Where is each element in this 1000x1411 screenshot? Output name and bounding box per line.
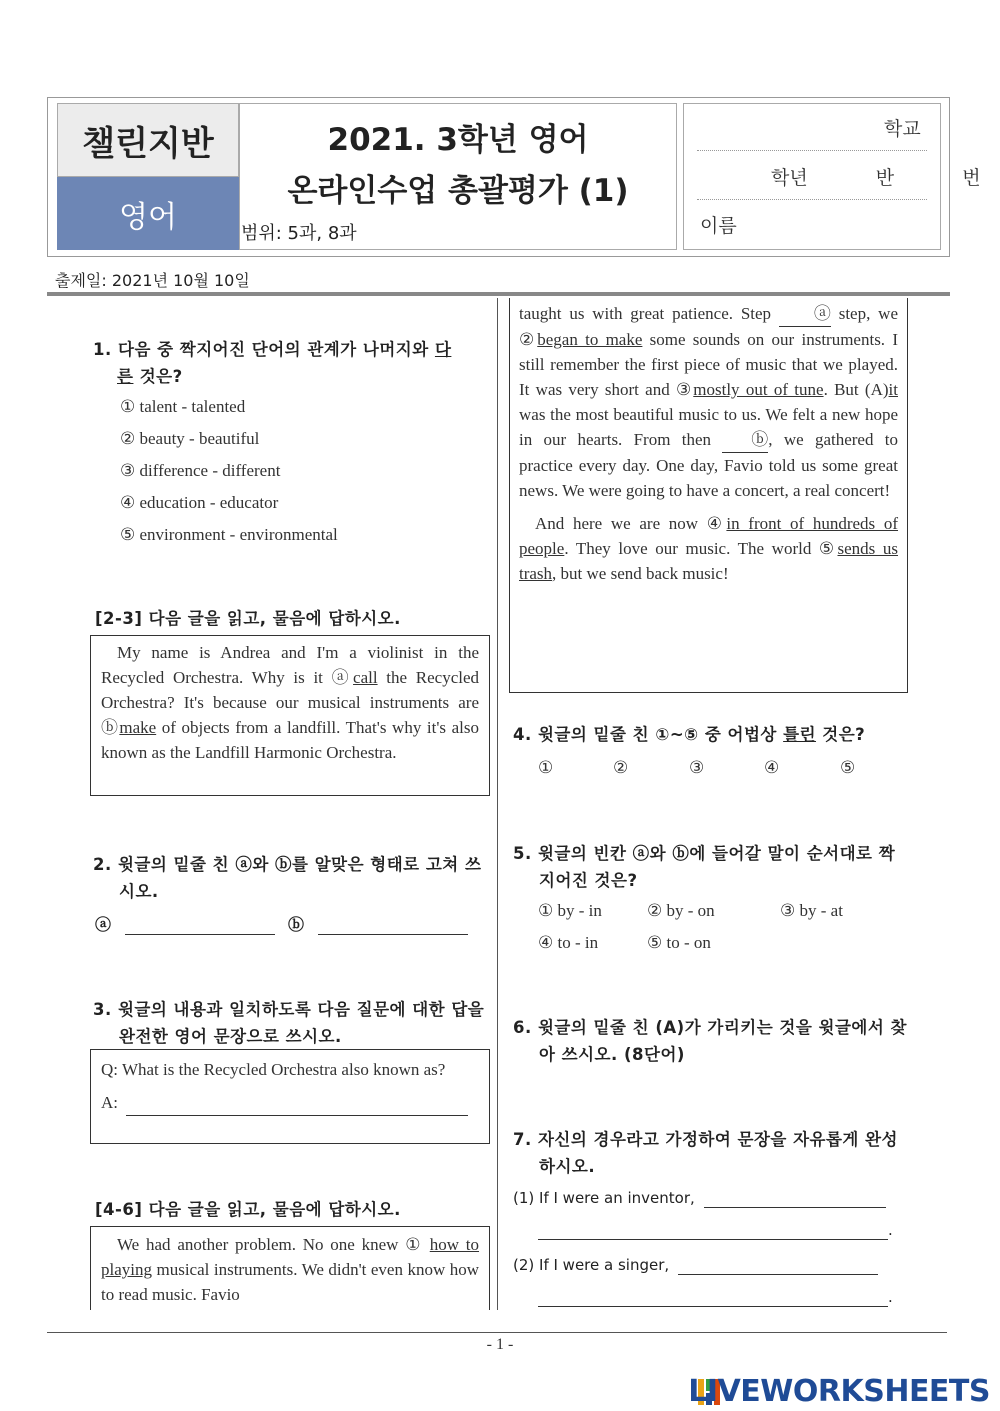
divider bbox=[47, 1332, 947, 1333]
question-text: 것은? bbox=[139, 367, 183, 386]
question-5: 5. 윗글의 빈칸 ⓐ와 ⓑ에 들어갈 말이 순서대로 짝 지어진 것은? bbox=[513, 844, 896, 890]
q7-item-2-line2: . bbox=[538, 1288, 893, 1307]
q7-item-1: (1) If I were an inventor, bbox=[513, 1189, 886, 1208]
q1-option-4[interactable]: ④ education - educator bbox=[120, 493, 279, 512]
q2-answer-b: ⓑ bbox=[288, 912, 468, 935]
mark-a: ⓐ bbox=[331, 668, 354, 687]
question-1 bbox=[93, 336, 488, 390]
passage-blank-a[interactable]: ⓐ bbox=[779, 301, 831, 327]
question-6: 6. 윗글의 밑줄 친 (A)가 가리키는 것을 윗글에서 찾아 쓰시오. (8단어) bbox=[513, 1018, 907, 1064]
q5-option-4[interactable]: ④ to - in bbox=[538, 933, 599, 952]
q5-option-2[interactable]: ② by - on bbox=[647, 901, 715, 920]
question-text: 다음 중 짝지어진 단어의 관계가 나머지와 bbox=[118, 340, 429, 359]
divider bbox=[47, 292, 950, 296]
q3-answer-blank[interactable] bbox=[126, 1090, 468, 1116]
liveworksheets-brand[interactable]: LIVEWORKSHEETS bbox=[688, 1374, 990, 1409]
q3-question: Q: What is the Recycled Orchestra also known as? bbox=[101, 1060, 446, 1079]
answer-blank-a[interactable] bbox=[125, 915, 275, 935]
question-emphasis: 다 bbox=[434, 340, 452, 359]
q5-option-5[interactable]: ⑤ to - on bbox=[647, 933, 711, 952]
passage-1: My name is Andrea and I'm a violinist in the Recycled Orchestra. Why is it ⓐcall the Recycled Orchestra? It's because our musical instruments are ⓑmake of objects from a landfill. That's why it's also known as the Landfill Harmonic Orchestra. bbox=[90, 635, 490, 796]
page-number: - 1 - bbox=[486, 1336, 514, 1353]
question-3: 3. 윗글의 내용과 일치하도록 다음 질문에 대한 답을 완전한 영어 문장으로 쓰시오. bbox=[93, 1000, 485, 1046]
question-4: 4. 윗글의 밑줄 친 ①~⑤ 중 어법상 틀린 것은? bbox=[513, 725, 866, 744]
name-label: 이름 bbox=[700, 215, 737, 237]
school-label: 학교 bbox=[884, 118, 921, 140]
q7-item-1-line2: . bbox=[538, 1221, 893, 1240]
q7-answer-2b[interactable] bbox=[538, 1288, 888, 1307]
q1-option-1[interactable]: ① talent - talented bbox=[120, 397, 246, 416]
q1-option-2[interactable]: ② beauty - beautiful bbox=[120, 429, 260, 448]
q1-option-3[interactable]: ③ difference - different bbox=[120, 461, 281, 480]
answer-blank-b[interactable] bbox=[318, 915, 468, 935]
subject-label: 영어 bbox=[57, 177, 239, 250]
question-number: 1. bbox=[93, 340, 112, 359]
question-7: 7. 자신의 경우라고 가정하여 문장을 자유롭게 완성하시오. bbox=[513, 1130, 898, 1176]
underlined-word-A: it bbox=[888, 380, 898, 399]
mark-b: ⓑ bbox=[101, 718, 120, 737]
q1-option-5[interactable]: ⑤ environment - environmental bbox=[120, 525, 338, 544]
exam-range: 범위: 5과, 8과 bbox=[241, 223, 357, 244]
q3-box bbox=[90, 1049, 490, 1144]
q2-answer-a: ⓐ bbox=[95, 912, 275, 935]
divider bbox=[697, 199, 927, 200]
q7-answer-1a[interactable] bbox=[704, 1189, 886, 1208]
q5-option-1[interactable]: ① by - in bbox=[538, 901, 602, 920]
q4-option-5[interactable]: ⑤ bbox=[840, 758, 856, 777]
section-heading-4-6: [4-6] 다음 글을 읽고, 물음에 답하시오. bbox=[95, 1200, 401, 1219]
q4-option-2[interactable]: ② bbox=[613, 758, 629, 777]
section-heading-2-3: [2-3] 다음 글을 읽고, 물음에 답하시오. bbox=[95, 609, 401, 628]
q4-option-1[interactable]: ① bbox=[538, 758, 554, 777]
divider bbox=[697, 150, 927, 151]
question-emphasis: 른 bbox=[117, 367, 134, 386]
underlined-phrase-1: how to playing bbox=[101, 1235, 480, 1279]
level-label: 챌린지반 bbox=[57, 103, 239, 177]
q3-answer-line: A: bbox=[101, 1090, 479, 1116]
q5-option-3[interactable]: ③ by - at bbox=[780, 901, 843, 920]
grade-class-number-label: 학년 반 번 bbox=[771, 167, 981, 189]
q7-item-2: (2) If I were a singer, bbox=[513, 1256, 878, 1275]
underlined-word: make bbox=[119, 718, 157, 737]
q4-option-3[interactable]: ③ bbox=[689, 758, 705, 777]
passage-blank-b[interactable]: ⓑ bbox=[722, 427, 768, 453]
underlined-phrase-2: began to make bbox=[537, 330, 643, 349]
exam-title-line1: 2021. 3학년 영어 bbox=[327, 122, 589, 158]
underlined-word: call bbox=[353, 668, 378, 687]
q7-answer-1b[interactable] bbox=[538, 1221, 888, 1240]
passage-2-part2: taught us with great patience. Step ⓐ step, we ②began to make some sounds on our instruments. I still remember the first piece of music that we played. It was very short and ③mostly out of tune. But (A)it was the most beautiful music to us. We felt a new hope in our hearts. From then ⓑ, we gathered to practice every day. One day, Favio told us some great news. We were going to have a concert, a real concert! And here we are now ④in front of hundreds of people. They love our music. The world ⑤sends us trash, but we send back music! bbox=[509, 298, 908, 693]
passage-2-part1: We had another problem. No one knew ① how to playing musical instruments. We didn't even know how to read music. Favio bbox=[90, 1226, 490, 1310]
underlined-phrase-5: sends us trash bbox=[519, 539, 898, 583]
exam-title-line2: 온라인수업 총괄평가 (1) bbox=[287, 173, 629, 209]
q7-answer-2a[interactable] bbox=[678, 1256, 878, 1275]
exam-date: 출제일: 2021년 10월 10일 bbox=[55, 271, 250, 290]
underlined-phrase-4: in front of hundreds of people bbox=[519, 514, 899, 558]
question-emphasis: 틀린 bbox=[783, 725, 817, 744]
underlined-phrase-3: mostly out of tune bbox=[693, 380, 824, 399]
q4-option-4[interactable]: ④ bbox=[764, 758, 780, 777]
question-2: 2. 윗글의 밑줄 친 ⓐ와 ⓑ를 알맞은 형태로 고쳐 쓰시오. bbox=[93, 855, 482, 901]
column-divider bbox=[497, 298, 498, 1310]
